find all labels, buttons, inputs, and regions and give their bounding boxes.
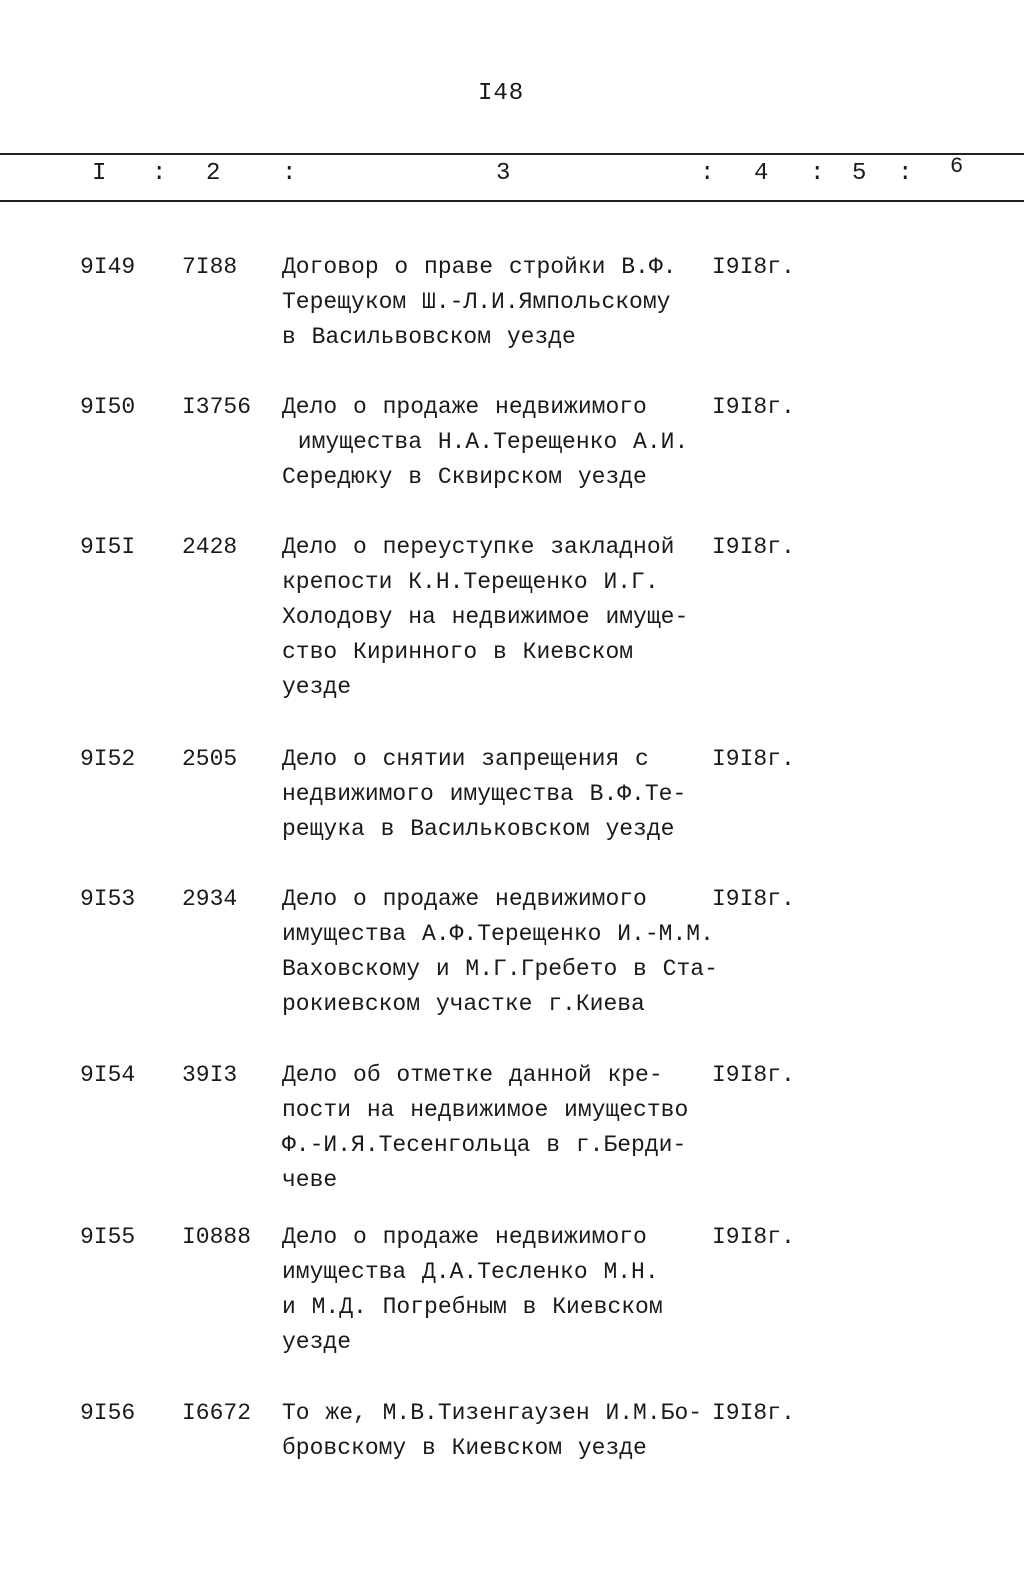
header-top-rule bbox=[0, 153, 1024, 155]
entry-year: I9I8г. bbox=[712, 886, 795, 912]
entry-description-line: бровскому в Киевском уезде bbox=[282, 1435, 647, 1461]
entry-description-line: уезде bbox=[282, 674, 352, 700]
entry-description-line: ство Киринного в Киевском bbox=[282, 639, 634, 665]
entry-description-line: Дело о продаже недвижимого bbox=[282, 1224, 647, 1250]
entry-code: 39I3 bbox=[182, 1062, 238, 1088]
entry-number: 9I5I bbox=[80, 534, 136, 560]
entry-description-line: рокиевском участке г.Киева bbox=[282, 991, 645, 1017]
entry-description-line: Середюку в Сквирском уезде bbox=[282, 464, 647, 490]
entry-year: I9I8г. bbox=[712, 1224, 795, 1250]
entry-year: I9I8г. bbox=[712, 1400, 795, 1426]
page-number: I48 bbox=[478, 80, 525, 107]
entry-year: I9I8г. bbox=[712, 394, 795, 420]
column-separator: : bbox=[700, 160, 715, 187]
entry-code: I0888 bbox=[182, 1224, 252, 1250]
entry-description bbox=[282, 742, 722, 847]
entry-description-line: рещука в Васильковском уезде bbox=[282, 816, 675, 842]
entry-number: 9I54 bbox=[80, 1062, 136, 1088]
entry-description-line: в Васильвовском уезде bbox=[282, 324, 576, 350]
column-header-3: 3 bbox=[496, 160, 511, 187]
entry-number: 9I56 bbox=[80, 1400, 136, 1426]
entry-description bbox=[282, 530, 722, 705]
entry-description-line: Дело об отметке данной кре- bbox=[282, 1062, 663, 1088]
entry-description bbox=[282, 882, 722, 1022]
entry-code: I6672 bbox=[182, 1400, 252, 1426]
column-header-row bbox=[0, 154, 1024, 194]
entry-year: I9I8г. bbox=[712, 534, 795, 560]
entry-description-line: Договор о праве стройки В.Ф. bbox=[282, 254, 677, 280]
entry-year: I9I8г. bbox=[712, 254, 795, 280]
column-header-1: I bbox=[92, 160, 107, 187]
entry-year: I9I8г. bbox=[712, 1062, 795, 1088]
entry-description-line: Дело о продаже недвижимого bbox=[282, 394, 647, 420]
entry-description-line: Терещуком Ш.-Л.И.Ямпольскому bbox=[282, 289, 671, 315]
column-header-5: 5 bbox=[852, 160, 867, 187]
column-separator: : bbox=[898, 160, 913, 187]
entry-description-line: недвижимого имущества В.Ф.Те- bbox=[282, 781, 687, 807]
entry-year: I9I8г. bbox=[712, 746, 795, 772]
entry-code: 2934 bbox=[182, 886, 238, 912]
entry-description-line: чеве bbox=[282, 1167, 338, 1193]
column-header-4: 4 bbox=[754, 160, 769, 187]
entry-description-line: и М.Д. Погребным в Киевском bbox=[282, 1294, 663, 1320]
entry-description-line: То же, М.В.Тизенгаузен И.М.Бо- bbox=[282, 1400, 703, 1426]
entry-description-line: Дело о переуступке закладной bbox=[282, 534, 675, 560]
column-separator: : bbox=[152, 160, 167, 187]
column-header-2: 2 bbox=[206, 160, 221, 187]
entry-code: 2505 bbox=[182, 746, 238, 772]
entry-code: I3756 bbox=[182, 394, 252, 420]
entry-description bbox=[282, 1220, 722, 1360]
column-separator: : bbox=[282, 160, 297, 187]
entry-description-line: пости на недвижимое имущество bbox=[282, 1097, 689, 1123]
entry-description bbox=[282, 1058, 722, 1198]
column-header-6: 6 bbox=[950, 154, 964, 179]
entry-number: 9I52 bbox=[80, 746, 136, 772]
entry-description-line: Ф.-И.Я.Тесенгольца в г.Берди- bbox=[282, 1132, 687, 1158]
entry-description-line: крепости К.Н.Терещенко И.Г. bbox=[282, 569, 659, 595]
entry-description-line: имущества Н.А.Терещенко А.И. bbox=[282, 429, 689, 455]
entry-number: 9I50 bbox=[80, 394, 136, 420]
entry-description-line: уезде bbox=[282, 1329, 352, 1355]
entry-description bbox=[282, 1396, 722, 1466]
entry-description-line: имущества А.Ф.Терещенко И.-М.М. bbox=[282, 921, 714, 947]
entry-code: 7I88 bbox=[182, 254, 238, 280]
entry-description-line: Дело о снятии запрещения с bbox=[282, 746, 649, 772]
entry-description bbox=[282, 390, 722, 495]
header-bottom-rule bbox=[0, 200, 1024, 202]
entry-description bbox=[282, 250, 722, 355]
column-separator: : bbox=[810, 160, 825, 187]
entry-number: 9I49 bbox=[80, 254, 136, 280]
entry-description-line: Холодову на недвижимое имуще- bbox=[282, 604, 689, 630]
entry-number: 9I55 bbox=[80, 1224, 136, 1250]
entry-code: 2428 bbox=[182, 534, 238, 560]
entry-description-line: имущества Д.А.Тесленко М.Н. bbox=[282, 1259, 659, 1285]
entry-description-line: Дело о продаже недвижимого bbox=[282, 886, 647, 912]
entry-description-line: Ваховскому и М.Г.Гребето в Ста- bbox=[282, 956, 718, 982]
entry-number: 9I53 bbox=[80, 886, 136, 912]
